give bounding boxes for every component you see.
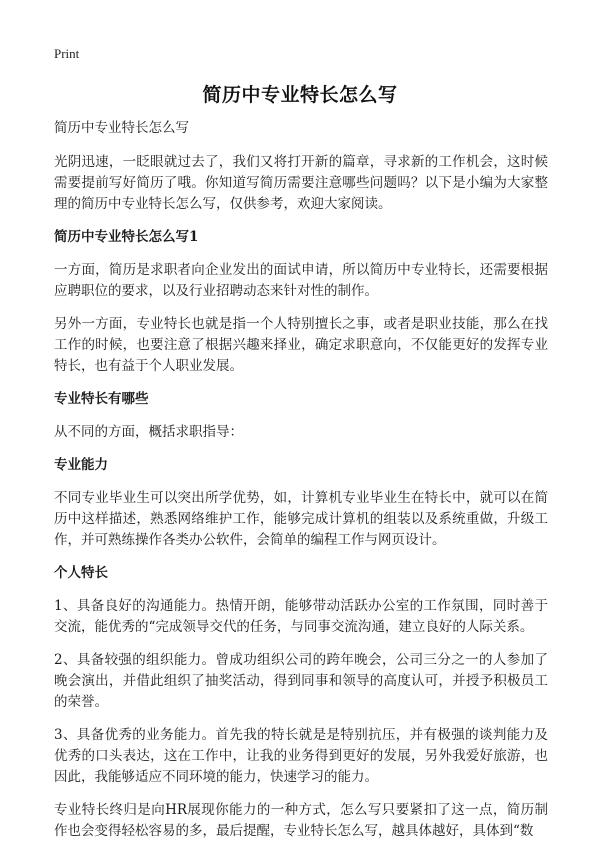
closing-paragraph: 专业特长终归是向HR展现你能力的一种方式，怎么写只要紧扣了这一点，简历制作也会变得轻松容易的多，最后提醒，专业特长怎么写，越具体越好，具体到“数	[54, 802, 548, 839]
page-title: 简历中专业特长怎么写	[202, 84, 398, 106]
section2-paragraph-1: 从不同的方面，概括求职指导：	[54, 424, 243, 440]
list-item-3: 3、具备优秀的业务能力。首先我的特长就是是特别抗压，并有极强的谈判能力及优秀的口头表达，这在工作中，让我的业务得到更好的发展，另外我爱好旅游，也因此，我能够适应不同环境的能力，快速学习的能力。	[54, 727, 548, 785]
section1-paragraph-2: 另外一方面，专业特长也就是指一个人特别擅长之事，或者是职业技能，那么在找工作的时候，也要注意了根据兴趣来择业，确定求职意向，不仅能更好的发挥专业特长，也有益于个人职业发展。	[54, 316, 548, 374]
section-heading-1: 简历中专业特长怎么写1	[54, 229, 199, 245]
section-heading-4: 个人特长	[54, 565, 108, 581]
intro-paragraph: 光阴迅速，一眨眼就过去了，我们又将打开新的篇章，寻求新的工作机会，这时候需要提前写好简历了哦。你知道写简历需要注意哪些问题吗？以下是小编为大家整理的简历中专业特长怎么写，仅供参考，欢迎大家阅读。	[54, 154, 548, 212]
print-link[interactable]: Print	[54, 46, 80, 61]
list-item-2: 2、具备较强的组织能力。曾成功组织公司的跨年晚会，公司三分之一的人参加了晚会演出，并借此组织了抽奖活动，得到同事和领导的高度认可，并授予积极员工的荣誉。	[54, 652, 548, 710]
list-item-1: 1、具备良好的沟通能力。热情开朗，能够带动活跃办公室的工作氛围，同时善于交流，能优秀的“完成领导交代的任务，与同事交流沟通，建立良好的人际关系。	[54, 598, 548, 635]
section-heading-3: 专业能力	[54, 457, 108, 473]
article-subtitle: 简历中专业特长怎么写	[54, 120, 189, 136]
section3-paragraph-1: 不同专业毕业生可以突出所学优势，如，计算机专业毕业生在特长中，就可以在简历中这样描述，熟悉网络维护工作，能够完成计算机的组装以及系统重做，升级工作，并可熟练操作各类办公软件，会简单的编程工作与网页设计。	[54, 490, 548, 548]
article-body	[54, 118, 548, 854]
section1-paragraph-1: 一方面，简历是求职者向企业发出的面试申请，所以简历中专业特长，还需要根据应聘职位的要求，以及行业招聘动态来针对性的制作。	[54, 262, 548, 299]
section-heading-2: 专业特长有哪些	[54, 391, 149, 407]
